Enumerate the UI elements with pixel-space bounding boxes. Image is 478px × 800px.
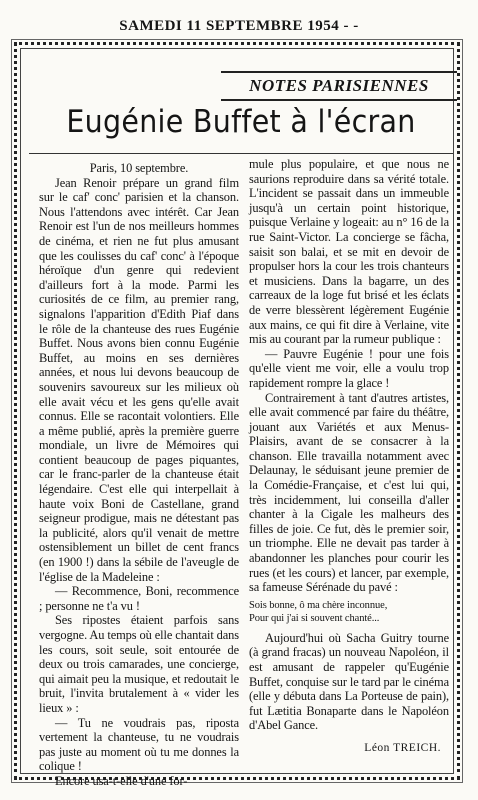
paragraph: — Pauvre Eugénie ! pour une fois qu'elle vient me voir, elle a voulu trop rapidement rompre la glace ! <box>249 346 449 390</box>
headline: Eugénie Buffet à l'écran <box>66 104 416 140</box>
dateline: SAMEDI 11 SEPTEMBRE 1954 - - <box>119 18 359 34</box>
headline-rule <box>29 153 453 154</box>
paragraph: mule plus populaire, et que nous ne saurions reproduire dans sa vérité totale. L'incident se passait dans un immeuble jusqu'à un certain point historique, puisque Verlaine y logeait: au n° 16 de la rue Saint-Victor. La concierge se fâcha, saisit son balai, et se mit en devoir de propulser hors la cour les trois chanteurs et musiciens. Dans la bagarre, un des carreaux de la loge fut brisé et les éclats de verre blessèrent légèrement Eugénie aux mains, ce qui fit dire à Verlaine, vite mis au courant par la rumeur publique : <box>249 157 449 347</box>
paragraph: Encore usa-t-elle d'une for- <box>55 773 188 788</box>
paragraph: — Recommence, Boni, recommence ; personne ne t'a vu ! <box>39 584 239 613</box>
article-column-left <box>39 161 239 789</box>
author-signature: Léon TREICH. <box>364 741 441 754</box>
song-line: Sois bonne, ô ma chère inconnue, <box>249 599 388 611</box>
paragraph: Aujourd'hui où Sacha Guitry tourne (à grand fracas) un nouveau Napoléon, il est amusant de rappeler qu'Eugénie Buffet, conquise sur le tard par le cinéma (elle y débuta dans La Porteuse de pain), fut Lætitia Bonaparte dans le Napoléon d'Abel Gance. <box>249 630 449 733</box>
paragraph: Ses ripostes étaient parfois sans vergogne. Au temps où elle chantait dans les cours, soit seule, soit entourée de deux ou trois camarades, une concierge, qui aimait peu la musique, et redoutait le bruit, l'invita brutalement à « vider les lieux » : <box>39 613 239 715</box>
song-excerpt <box>249 599 449 625</box>
paragraph: Contrairement à tant d'autres artistes, elle avait commencé par faire du théâtre, jouant aux Variétés et aux Menus-Plaisirs, avant de se consacrer à la chanson. Elle travailla notamment avec Delaunay, le séduisant jeune premier de la Comédie-Française, et c'est lui qui, très incidemment, lui conseilla d'aller chanter à la Cigale les malheurs des filles de joie. Ce fut, dès le premier soir, un triomphe. Elle ne devait pas tarder à abandonner les planches pour courir les rues (et les cours) et lancer, par exemple, sa fameuse Sérénade du pavé : <box>249 390 449 595</box>
paragraph: — Tu ne voudrais pas, riposta vertement la chanteuse, tu ne voudrais pas juste au moment où tu me donnes la colique ! <box>39 715 239 774</box>
place-date: Paris, 10 septembre. <box>89 161 189 175</box>
article-column-right <box>249 157 449 756</box>
song-line: Pour qui j'ai si souvent chanté... <box>249 612 380 624</box>
article-frame <box>14 42 460 788</box>
paragraph: Jean Renoir prépare un grand film sur le caf' conc' parisien et la chanson. Nous l'attendons avec intérêt. Car Jean Renoir est l'un de nos meilleurs hommes de cinéma, et rien ne fut plus amusant que les coulisses du caf' conc' à l'époque héroïque d'un genre qui redevient d'ailleurs fort à la mode. Parmi les curiosités de ce film, au premier rang, signalons l'apparition d'Edith Piaf dans le rôle de la chanteuse des rues Eugénie Buffet. Nous avons bien connu Eugénie Buffet, au moins en ses dernières années, et nous lui devons beaucoup de souvenirs savoureux sur les milieux où elle avait vécu et les gens qu'elle avait connus. Elle se racontait volontiers. Elle a même publié, après la première guerre mondiale, un livre de Mémoires qui contient beaucoup de pages piquantes, car le franc-parler de la chanteuse était légendaire. C'est elle qui interpellait à haute voix Boni de Castellane, grand seigneur prodigue, mais ne détestant pas la publicité, alors qu'il venait de mettre ostensiblement un billet de cent francs (en 1900 !) dans la sébile de l'aveugle de l'église de la Madeleine : <box>39 175 239 584</box>
article-inner-border <box>20 48 454 788</box>
rubric-title: NOTES PARISIENNES <box>221 71 457 101</box>
